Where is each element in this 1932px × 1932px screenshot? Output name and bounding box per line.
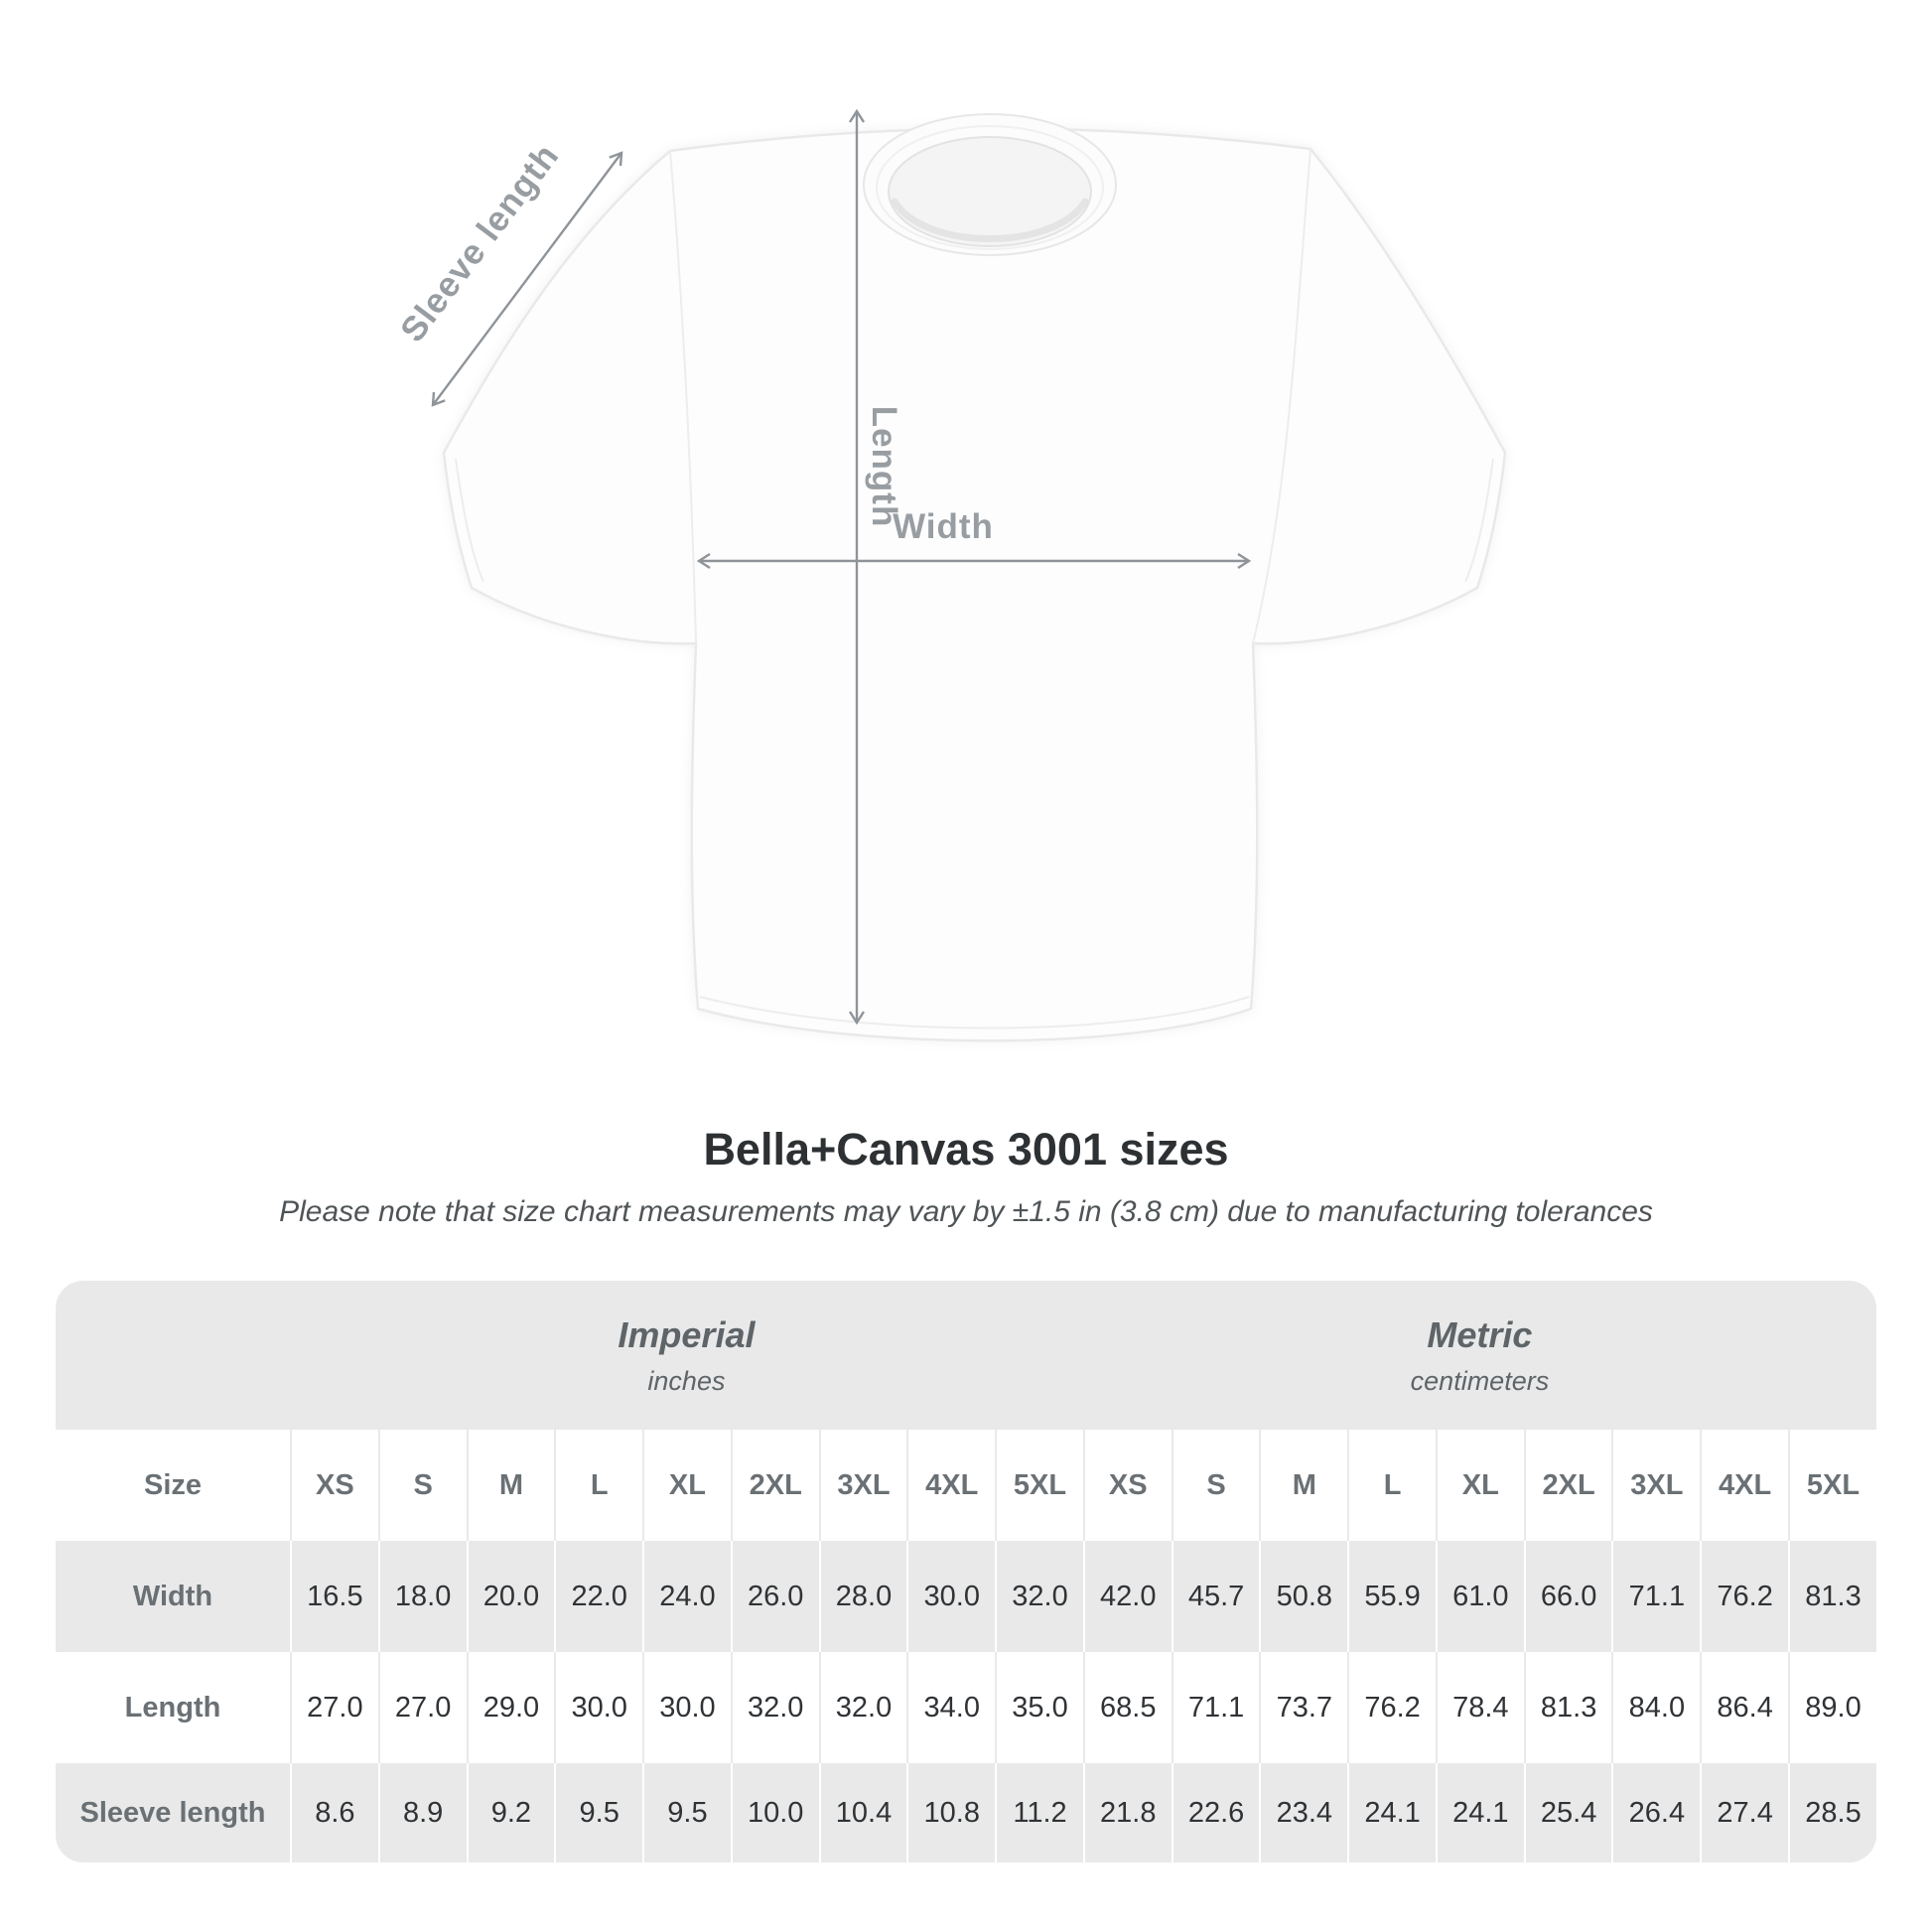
table-cell: 24.1 xyxy=(1436,1763,1524,1863)
metric-label: Metric xyxy=(1427,1313,1533,1355)
size-column-header: M xyxy=(1259,1430,1347,1541)
size-column-header: 3XL xyxy=(1611,1430,1700,1541)
table-cell: 71.1 xyxy=(1611,1541,1700,1652)
table-cell: 66.0 xyxy=(1524,1541,1612,1652)
table-cell: 81.3 xyxy=(1788,1541,1876,1652)
table-cell: 16.5 xyxy=(290,1541,378,1652)
size-column-header: M xyxy=(467,1430,555,1541)
table-cell: 28.5 xyxy=(1788,1763,1876,1863)
page-subtitle: Please note that size chart measurements may vary by ±1.5 in (3.8 cm) due to manufacturing tolerances xyxy=(279,1195,1653,1228)
table-cell: 76.2 xyxy=(1347,1652,1436,1763)
size-column-header: L xyxy=(554,1430,642,1541)
table-cell: 32.0 xyxy=(731,1652,819,1763)
table-cell: 10.0 xyxy=(731,1763,819,1863)
size-column-header: XS xyxy=(1083,1430,1172,1541)
table-cell: 9.5 xyxy=(554,1763,642,1863)
table-row xyxy=(56,1541,1876,1652)
size-column-header: XL xyxy=(1436,1430,1524,1541)
imperial-label: Imperial xyxy=(618,1313,756,1355)
table-cell: 50.8 xyxy=(1259,1541,1347,1652)
imperial-unit-label: inches xyxy=(647,1365,726,1396)
table-cell: 22.0 xyxy=(554,1541,642,1652)
table-cell: 26.0 xyxy=(731,1541,819,1652)
table-cell: 29.0 xyxy=(467,1652,555,1763)
table-cell: 27.4 xyxy=(1700,1763,1788,1863)
size-column-header: 4XL xyxy=(1700,1430,1788,1541)
table-row xyxy=(56,1652,1876,1763)
table-cell: 30.0 xyxy=(554,1652,642,1763)
table-cell: 27.0 xyxy=(290,1652,378,1763)
table-cell: 35.0 xyxy=(995,1652,1083,1763)
imperial-group-header xyxy=(290,1281,1083,1430)
table-cell: 30.0 xyxy=(642,1652,731,1763)
size-column-header: 3XL xyxy=(819,1430,907,1541)
table-cell: 78.4 xyxy=(1436,1652,1524,1763)
size-column-header: S xyxy=(378,1430,467,1541)
table-cell: 68.5 xyxy=(1083,1652,1172,1763)
size-column-header: S xyxy=(1172,1430,1260,1541)
size-column-header: 5XL xyxy=(995,1430,1083,1541)
width-label: Width xyxy=(893,507,994,546)
table-cell: 20.0 xyxy=(467,1541,555,1652)
table-cell: 9.5 xyxy=(642,1763,731,1863)
table-cell: 8.6 xyxy=(290,1763,378,1863)
row-label: Width xyxy=(132,1580,213,1612)
table-cell: 55.9 xyxy=(1347,1541,1436,1652)
row-label: Sleeve length xyxy=(79,1796,266,1829)
table-cell: 8.9 xyxy=(378,1763,467,1863)
unit-group-row xyxy=(56,1281,1876,1430)
metric-group-header xyxy=(1083,1281,1876,1430)
size-column-header: XL xyxy=(642,1430,731,1541)
table-cell: 81.3 xyxy=(1524,1652,1612,1763)
size-header: Size xyxy=(143,1468,203,1501)
size-column-header: 5XL xyxy=(1788,1430,1876,1541)
table-cell: 89.0 xyxy=(1788,1652,1876,1763)
table-row xyxy=(56,1763,1876,1863)
size-column-header: L xyxy=(1347,1430,1436,1541)
size-column-header: 2XL xyxy=(731,1430,819,1541)
table-cell: 42.0 xyxy=(1083,1541,1172,1652)
table-cell: 18.0 xyxy=(378,1541,467,1652)
table-cell: 27.0 xyxy=(378,1652,467,1763)
table-cell: 73.7 xyxy=(1259,1652,1347,1763)
metric-unit-label: centimeters xyxy=(1410,1365,1550,1396)
table-cell: 23.4 xyxy=(1259,1763,1347,1863)
table-cell: 24.0 xyxy=(642,1541,731,1652)
table-cell: 76.2 xyxy=(1700,1541,1788,1652)
table-cell: 86.4 xyxy=(1700,1652,1788,1763)
table-cell: 25.4 xyxy=(1524,1763,1612,1863)
corner-cell xyxy=(56,1281,290,1430)
table-cell: 26.4 xyxy=(1611,1763,1700,1863)
page-title: Bella+Canvas 3001 sizes xyxy=(703,1124,1229,1174)
table-cell: 22.6 xyxy=(1172,1763,1260,1863)
collar-opening xyxy=(889,137,1091,246)
table-cell: 24.1 xyxy=(1347,1763,1436,1863)
size-table xyxy=(56,1281,1876,1863)
tshirt-outline xyxy=(444,128,1505,1040)
size-header-row xyxy=(56,1430,1876,1541)
table-cell: 71.1 xyxy=(1172,1652,1260,1763)
table-cell: 32.0 xyxy=(995,1541,1083,1652)
size-column-header: 4XL xyxy=(906,1430,995,1541)
table-cell: 30.0 xyxy=(906,1541,995,1652)
table-cell: 9.2 xyxy=(467,1763,555,1863)
table-cell: 34.0 xyxy=(906,1652,995,1763)
sleeve-length-label: Sleeve length xyxy=(392,136,567,349)
table-cell: 10.8 xyxy=(906,1763,995,1863)
table-cell: 10.4 xyxy=(819,1763,907,1863)
length-label: Length xyxy=(864,405,903,528)
table-cell: 11.2 xyxy=(995,1763,1083,1863)
table-cell: 21.8 xyxy=(1083,1763,1172,1863)
table-cell: 32.0 xyxy=(819,1652,907,1763)
table-cell: 61.0 xyxy=(1436,1541,1524,1652)
size-table-grid xyxy=(56,1281,1876,1863)
size-column-header: XS xyxy=(290,1430,378,1541)
table-cell: 84.0 xyxy=(1611,1652,1700,1763)
size-column-header: 2XL xyxy=(1524,1430,1612,1541)
table-cell: 45.7 xyxy=(1172,1541,1260,1652)
row-label: Length xyxy=(124,1691,221,1724)
table-cell: 28.0 xyxy=(819,1541,907,1652)
